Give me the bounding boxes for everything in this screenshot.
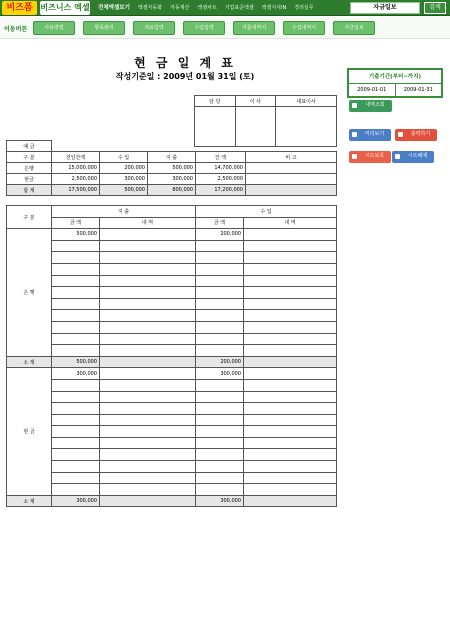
income-amount-cell[interactable] <box>196 426 244 438</box>
expense-amount-cell[interactable] <box>52 333 100 345</box>
nav-all-excel[interactable]: 전체엑셀보기 <box>98 5 130 11</box>
table-row <box>7 391 337 403</box>
nav-auto-calc[interactable]: 자동계산 <box>170 5 190 11</box>
expense-detail-cell[interactable] <box>100 472 196 484</box>
table-row <box>7 403 337 415</box>
income-detail-cell[interactable] <box>244 368 337 380</box>
expense-detail-cell[interactable] <box>100 391 196 403</box>
subtotal-expense: 500,000 <box>52 356 100 368</box>
subtotal-expense: 300,000 <box>52 495 100 507</box>
income-amount-cell[interactable] <box>196 287 244 299</box>
cell-note[interactable] <box>246 163 337 174</box>
income-detail-cell[interactable] <box>244 321 337 333</box>
income-detail-cell[interactable] <box>244 345 337 357</box>
income-amount-header: 금 액 <box>196 217 244 229</box>
expense-amount-cell[interactable] <box>52 414 100 426</box>
expense-detail-cell[interactable] <box>100 437 196 449</box>
subtotal-income-detail <box>244 356 337 368</box>
cell-expense[interactable]: 500,000 <box>148 163 196 174</box>
ledger-expense-header: 지 출 <box>52 206 196 218</box>
income-amount-cell[interactable] <box>196 472 244 484</box>
subtotal-income: 300,000 <box>196 495 244 507</box>
subtotal-row <box>7 495 337 507</box>
subtotal-row <box>7 356 337 368</box>
total-balance: 17,200,000 <box>196 185 246 196</box>
income-amount-cell[interactable] <box>196 391 244 403</box>
data-input-button[interactable]: 자료입력 <box>133 21 175 35</box>
expense-detail-cell[interactable] <box>100 298 196 310</box>
col-category: 구 분 <box>7 152 52 163</box>
table-row <box>7 321 337 333</box>
cell-expense[interactable]: 300,000 <box>148 174 196 185</box>
income-detail-cell[interactable] <box>244 333 337 345</box>
row-label: 은행 <box>7 163 52 174</box>
subtotal-expense-detail <box>100 356 196 368</box>
total-label: 합 계 <box>7 185 52 196</box>
submenu-label: 이동버튼 <box>4 26 28 33</box>
expense-detail-cell[interactable] <box>100 484 196 496</box>
cash-summary-table <box>6 140 337 196</box>
expense-detail-cell[interactable] <box>100 345 196 357</box>
income-statement-button[interactable]: 수입내역서 <box>283 21 325 35</box>
cell-prev[interactable]: 15,000,000 <box>52 163 100 174</box>
income-detail-cell[interactable] <box>244 229 337 241</box>
income-detail-cell[interactable] <box>244 484 337 496</box>
subtotal-income: 200,000 <box>196 356 244 368</box>
printer-icon <box>398 132 403 137</box>
sheet-unprotect-label: 시트해제 <box>407 153 428 159</box>
income-detail-cell[interactable] <box>244 298 337 310</box>
expense-amount-cell[interactable]: 300,000 <box>52 368 100 380</box>
top-nav <box>94 0 318 16</box>
cell-balance[interactable]: 2,500,000 <box>196 174 246 185</box>
table-row <box>7 240 337 252</box>
nav-excel-knowledge[interactable]: 엑셀지식IN <box>261 5 287 11</box>
income-detail-cell[interactable] <box>244 449 337 461</box>
table-row <box>7 275 337 287</box>
income-detail-cell[interactable] <box>244 472 337 484</box>
expense-amount-cell[interactable] <box>52 263 100 275</box>
table-row <box>7 461 337 473</box>
expense-detail-header: 내 역 <box>100 217 196 229</box>
expense-detail-cell[interactable] <box>100 275 196 287</box>
business-excel-logo[interactable]: 비즈니스 엑셀 <box>40 1 90 15</box>
table-row <box>7 263 337 275</box>
income-amount-cell[interactable] <box>196 321 244 333</box>
nav-standard-excel[interactable]: 기업표준엑셀 <box>224 5 254 11</box>
col-income: 수 입 <box>100 152 148 163</box>
expense-amount-cell[interactable] <box>52 298 100 310</box>
income-detail-cell[interactable] <box>244 310 337 322</box>
expense-amount-cell[interactable] <box>52 240 100 252</box>
total-row <box>7 185 337 196</box>
deposit-label: 예 금 <box>7 141 52 152</box>
approval-director: 이 사 <box>235 96 276 107</box>
income-amount-cell[interactable] <box>196 345 244 357</box>
usage-button[interactable]: 사용방법 <box>33 21 75 35</box>
expense-amount-cell[interactable] <box>52 321 100 333</box>
preview-icon <box>352 132 357 137</box>
expense-detail-cell[interactable] <box>100 321 196 333</box>
income-detail-cell[interactable] <box>244 240 337 252</box>
expense-amount-cell[interactable] <box>52 275 100 287</box>
income-amount-cell[interactable] <box>196 414 244 426</box>
table-row <box>7 368 337 380</box>
detail-lookup-button[interactable] <box>349 100 392 112</box>
top-navigation-bar <box>0 0 450 16</box>
income-amount-cell[interactable] <box>196 379 244 391</box>
sheet-protect-button[interactable] <box>349 151 391 163</box>
preview-label: 미리보기 <box>364 131 385 137</box>
expense-amount-cell[interactable] <box>52 461 100 473</box>
print-label: 출력하기 <box>410 131 431 137</box>
expense-amount-cell[interactable] <box>52 449 100 461</box>
table-row <box>7 472 337 484</box>
nav-excel-chart[interactable]: 엑셀차트 <box>197 5 217 11</box>
period-box <box>347 68 443 98</box>
expense-detail-cell[interactable] <box>100 287 196 299</box>
income-amount-cell[interactable] <box>196 298 244 310</box>
expense-amount-cell[interactable] <box>52 437 100 449</box>
income-amount-cell[interactable]: 300,000 <box>196 368 244 380</box>
income-amount-cell[interactable] <box>196 310 244 322</box>
expense-amount-cell[interactable] <box>52 426 100 438</box>
table-row <box>7 426 337 438</box>
unlock-icon <box>395 154 400 159</box>
col-prev-balance: 전일잔액 <box>52 152 100 163</box>
table-row <box>7 484 337 496</box>
total-income: 500,000 <box>100 185 148 196</box>
expense-detail-cell[interactable] <box>100 368 196 380</box>
approval-manager: 담 당 <box>195 96 236 107</box>
income-amount-cell[interactable] <box>196 263 244 275</box>
income-detail-cell[interactable] <box>244 263 337 275</box>
income-detail-cell[interactable] <box>244 461 337 473</box>
income-amount-cell[interactable] <box>196 403 244 415</box>
expense-detail-cell[interactable] <box>100 379 196 391</box>
bizform-logo[interactable]: 비즈폼 <box>2 1 37 15</box>
ledger-income-header: 수 입 <box>196 206 337 218</box>
expense-detail-cell[interactable] <box>100 310 196 322</box>
total-prev: 17,500,000 <box>52 185 100 196</box>
section-label: 현 금 <box>7 368 52 496</box>
subtotal-income-detail <box>244 495 337 507</box>
expense-amount-cell[interactable] <box>52 391 100 403</box>
table-row <box>7 449 337 461</box>
col-expense: 지 출 <box>148 152 196 163</box>
cell-prev[interactable]: 2,500,000 <box>52 174 100 185</box>
income-detail-cell[interactable] <box>244 287 337 299</box>
income-detail-cell[interactable] <box>244 275 337 287</box>
expense-amount-cell[interactable] <box>52 345 100 357</box>
income-amount-cell[interactable] <box>196 275 244 287</box>
page-title: 현 금 일 계 표 <box>134 56 236 70</box>
period-from[interactable]: 2009-01-01 <box>349 84 396 96</box>
section-label: 은 행 <box>7 229 52 357</box>
expense-detail-cell[interactable] <box>100 229 196 241</box>
total-expense: 800,000 <box>148 185 196 196</box>
blank-cell <box>52 141 337 152</box>
col-balance: 잔 액 <box>196 152 246 163</box>
table-row <box>7 163 337 174</box>
expense-detail-cell[interactable] <box>100 426 196 438</box>
item-manage-button[interactable]: 항목관리 <box>83 21 125 35</box>
table-row <box>7 414 337 426</box>
ledger-table <box>6 205 337 507</box>
income-amount-cell[interactable] <box>196 240 244 252</box>
income-detail-cell[interactable] <box>244 403 337 415</box>
table-row <box>7 229 337 241</box>
income-detail-header: 내 역 <box>244 217 337 229</box>
expense-amount-header: 금 액 <box>52 217 100 229</box>
income-detail-cell[interactable] <box>244 391 337 403</box>
expense-statement-button[interactable]: 지출내역서 <box>233 21 275 35</box>
lock-icon <box>352 154 357 159</box>
income-amount-cell[interactable] <box>196 461 244 473</box>
expense-detail-cell[interactable] <box>100 333 196 345</box>
subtotal-expense-detail <box>100 495 196 507</box>
nav-accounting[interactable]: 경리실무 <box>294 5 314 11</box>
period-to[interactable]: 2009-01-31 <box>403 87 433 93</box>
subtotal-label: 소 계 <box>7 356 52 368</box>
detail-lookup-label: 내역조회 <box>365 102 385 108</box>
expense-amount-cell[interactable] <box>52 287 100 299</box>
cell-income[interactable]: 200,000 <box>100 163 148 174</box>
ledger-col-category: 구 분 <box>7 206 52 229</box>
income-detail-cell[interactable] <box>244 426 337 438</box>
expense-amount-cell[interactable] <box>52 310 100 322</box>
cell-note[interactable] <box>246 174 337 185</box>
reference-date: 작성기준일 : 2009년 01월 31일 (토) <box>115 72 255 81</box>
print-button[interactable] <box>395 129 437 141</box>
income-input-button[interactable]: 수입입력 <box>183 21 225 35</box>
expense-amount-cell[interactable] <box>52 252 100 264</box>
expense-detail-cell[interactable] <box>100 252 196 264</box>
sheet-unprotect-button[interactable] <box>392 151 434 163</box>
expense-detail-cell[interactable] <box>100 263 196 275</box>
daily-fund-button[interactable]: 자금일보 <box>333 21 375 35</box>
col-note: 비 고 <box>246 152 337 163</box>
table-row <box>7 174 337 185</box>
expense-amount-cell[interactable] <box>52 379 100 391</box>
income-detail-cell[interactable] <box>244 437 337 449</box>
expense-detail-cell[interactable] <box>100 414 196 426</box>
income-amount-cell[interactable]: 200,000 <box>196 229 244 241</box>
income-amount-cell[interactable] <box>196 437 244 449</box>
table-row <box>7 298 337 310</box>
income-detail-cell[interactable] <box>244 252 337 264</box>
approval-ceo: 대표이사 <box>276 96 337 107</box>
income-detail-cell[interactable] <box>244 414 337 426</box>
table-row <box>7 437 337 449</box>
expense-amount-cell[interactable] <box>52 484 100 496</box>
sheet-protect-label: 시트보호 <box>364 153 385 159</box>
expense-amount-cell[interactable] <box>52 472 100 484</box>
move-button-bar <box>0 17 450 39</box>
row-label: 현금 <box>7 174 52 185</box>
table-row <box>7 287 337 299</box>
income-amount-cell[interactable] <box>196 484 244 496</box>
search-input[interactable]: 자금일보 <box>350 2 420 14</box>
subtotal-label: 소 계 <box>7 495 52 507</box>
table-row <box>7 252 337 264</box>
total-note <box>246 185 337 196</box>
income-amount-cell[interactable] <box>196 449 244 461</box>
table-row <box>7 345 337 357</box>
period-title: 기출기간(부터~까지) <box>349 70 441 84</box>
table-row <box>7 333 337 345</box>
expense-detail-cell[interactable] <box>100 449 196 461</box>
table-row <box>7 310 337 322</box>
cell-income[interactable]: 300,000 <box>100 174 148 185</box>
expense-amount-cell[interactable]: 500,000 <box>52 229 100 241</box>
expense-detail-cell[interactable] <box>100 240 196 252</box>
expense-detail-cell[interactable] <box>100 461 196 473</box>
list-icon <box>352 103 357 108</box>
income-amount-cell[interactable] <box>196 252 244 264</box>
search-button[interactable]: 검색 <box>424 2 446 14</box>
preview-button[interactable] <box>349 129 391 141</box>
income-amount-cell[interactable] <box>196 333 244 345</box>
expense-detail-cell[interactable] <box>100 403 196 415</box>
income-detail-cell[interactable] <box>244 379 337 391</box>
cell-balance[interactable]: 14,700,000 <box>196 163 246 174</box>
nav-excel-automation[interactable]: 엑셀자동화 <box>137 5 163 11</box>
table-row <box>7 379 337 391</box>
expense-amount-cell[interactable] <box>52 403 100 415</box>
